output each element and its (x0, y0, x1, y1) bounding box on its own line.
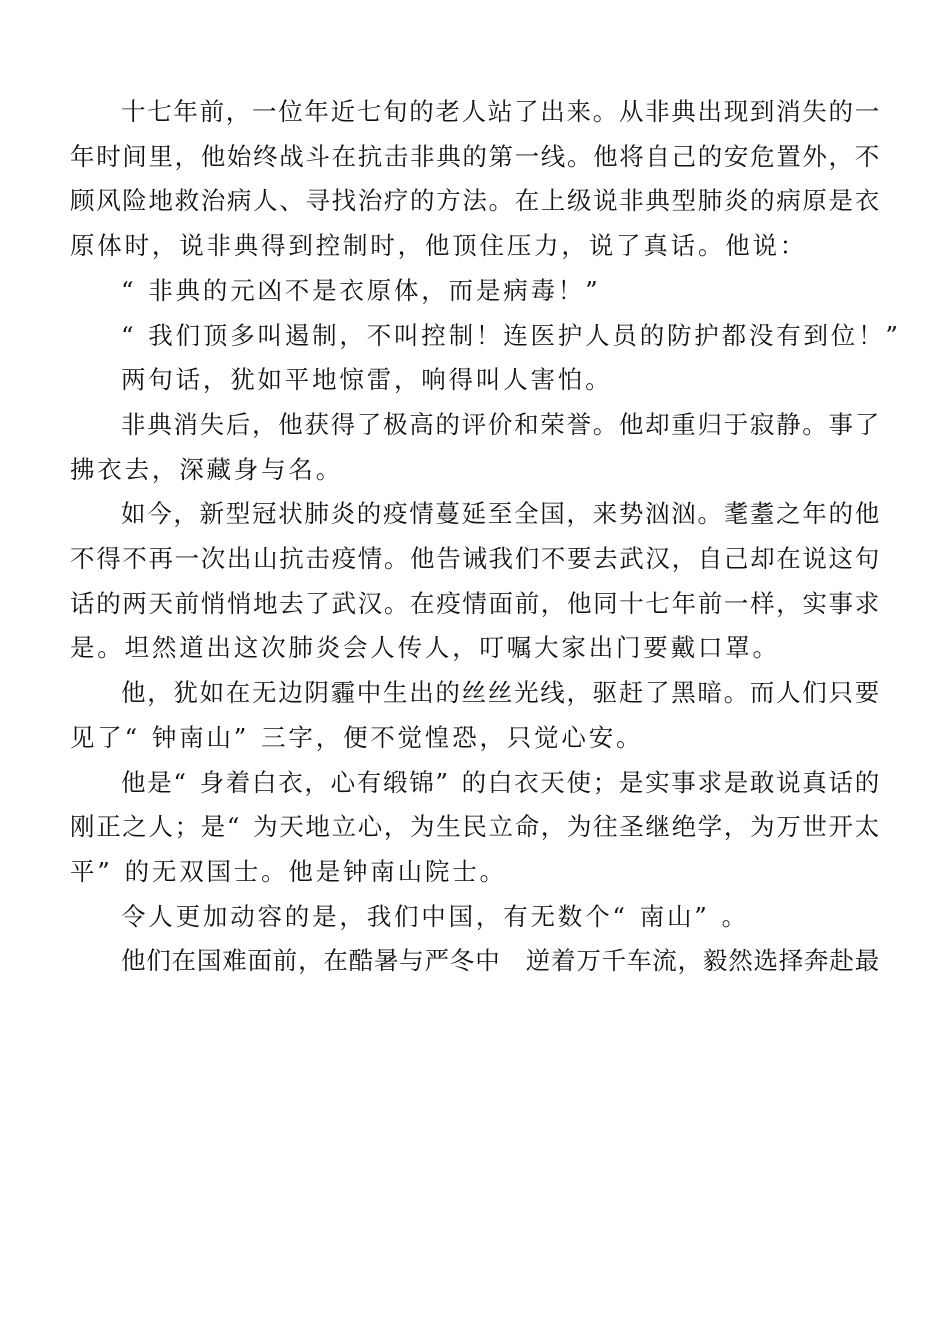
text-line: 他 ， 犹 如 在 无 边 阴 霾 中 生 出 的 丝 丝 光 线 ， 驱 赶 了 黑 暗 。 而 人 们 只 要 (121, 678, 880, 708)
text-line: 非 典 消 失 后 ， 他 获 得 了 极 高 的 评 价 和 荣 誉 。 他 却 重 归 于 寂 静 。 事 了 (121, 409, 880, 439)
text-line: 他 们 在 国 难 面 前 ， 在 酷 暑 与 严 冬 中 逆 着 万 千 车 流 ， 毅 然 选 择 奔 赴 最 (121, 946, 880, 976)
text-line: 他 是 “ 身 着 白 衣 ， 心 有 缎 锦 ” 的 白 衣 天 使 ； 是 实 事 求 是 敢 说 真 话 的 (121, 767, 880, 797)
text-line: “ 非 典 的 元 凶 不 是 衣 原 体 ， 而 是 病 毒 ！ ” (121, 275, 598, 305)
text-line: 是 。 坦 然 道 出 这 次 肺 炎 会 人 传 人 ， 叮 嘱 大 家 出 门 要 戴 口 罩 。 (70, 633, 777, 663)
text-line: 如 今 ， 新 型 冠 状 肺 炎 的 疫 情 蔓 延 至 全 国 ， 来 势 汹 汹 。 耄 耋 之 年 的 他 (121, 499, 880, 529)
text-line: 见 了 “ 钟 南 山 ” 三 字 ， 便 不 觉 惶 恐 ， 只 觉 心 安 。 (70, 722, 641, 752)
text-line: 十 七 年 前 ， 一 位 年 近 七 旬 的 老 人 站 了 出 来 。 从 非 典 出 现 到 消 失 的 一 (121, 97, 880, 126)
text-line: 平 ” 的 无 双 国 士 。 他 是 钟 南 山 院 士 。 (70, 856, 504, 886)
text-line: 原 体 时 ， 说 非 典 得 到 控 制 时 ， 他 顶 住 压 力 ， 说 了 真 话 。 他 说 ： (70, 231, 805, 261)
text-line: 不 得 不 再 一 次 出 山 抗 击 疫 情 。 他 告 诫 我 们 不 要 去 武 汉 ， 自 己 却 在 说 这 句 (70, 544, 880, 573)
text-line: “ 我 们 顶 多 叫 遏 制 ， 不 叫 控 制 ！ 连 医 护 人 员 的 防 护 都 没 有 到 位 ！ ” (121, 320, 898, 350)
text-line: 年 时 间 里 ， 他 始 终 战 斗 在 抗 击 非 典 的 第 一 线 。 他 将 自 己 的 安 危 置 外 ， 不 (70, 141, 880, 171)
text-line: 拂 衣 去 ， 深 藏 身 与 名 。 (70, 454, 341, 484)
text-line: 两 句 话 ， 犹 如 平 地 惊 雷 ， 响 得 叫 人 害 怕 。 (121, 365, 610, 395)
text-line: 顾 风 险 地 救 治 病 人 、 寻 找 治 疗 的 方 法 。 在 上 级 说 非 典 型 肺 炎 的 病 原 是 衣 (70, 186, 880, 216)
text-line: 话 的 两 天 前 悄 悄 地 去 了 武 汉 。 在 疫 情 面 前 ， 他 同 十 七 年 前 一 样 ， 实 事 求 (70, 588, 880, 618)
text-line: 刚 正 之 人 ； 是 “ 为 天 地 立 心 ， 为 生 民 立 命 ， 为 往 圣 继 绝 学 ， 为 万 世 开 太 (70, 812, 880, 842)
text-line: 令 人 更 加 动 容 的 是 ， 我 们 中 国 ， 有 无 数 个 “ 南 山 ” 。 (121, 901, 747, 931)
